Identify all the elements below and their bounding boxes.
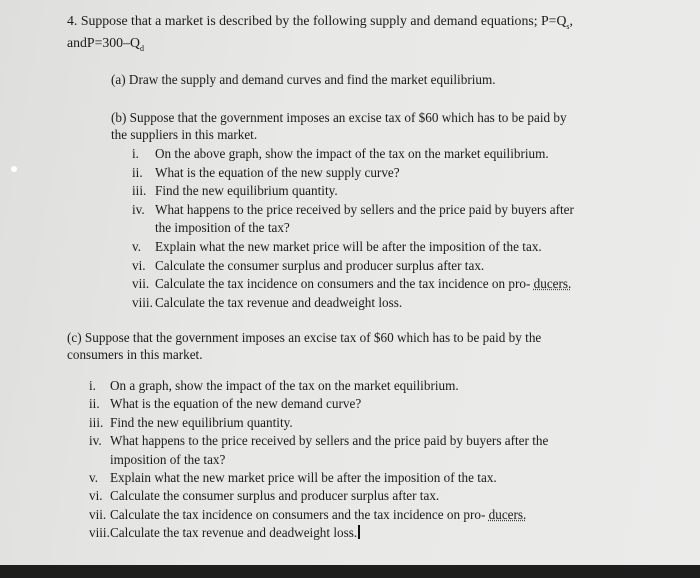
item-number: vi. bbox=[89, 488, 103, 504]
part-b-item bbox=[155, 220, 290, 236]
item-text: the imposition of the tax? bbox=[155, 220, 290, 236]
part-b-item bbox=[132, 295, 402, 311]
part-b-item bbox=[132, 183, 338, 199]
demand-equation: andP=300–Q bbox=[67, 35, 140, 50]
part-b-item bbox=[132, 146, 549, 162]
part-b-item bbox=[132, 165, 400, 181]
part-b-item bbox=[132, 258, 484, 274]
text-cursor bbox=[358, 525, 360, 539]
item-text: imposition of the tax? bbox=[110, 451, 226, 467]
item-text: Calculate the tax incidence on consumers and the tax incidence on pro- bbox=[110, 506, 486, 522]
part-b-line2: the suppliers in this market. bbox=[111, 127, 258, 142]
item-text-tail: ducers. bbox=[533, 276, 572, 292]
item-number: v. bbox=[89, 470, 99, 485]
part-a: (a) Draw the supply and demand curves and find the market equilibrium. bbox=[111, 72, 496, 87]
item-number: ii. bbox=[132, 164, 143, 180]
part-c-item bbox=[110, 452, 225, 468]
item-number: vii. bbox=[132, 276, 150, 292]
item-text: What is the equation of the new demand curve? bbox=[110, 396, 362, 412]
question-number: 4. bbox=[67, 13, 78, 28]
part-c-item bbox=[89, 470, 497, 486]
question-intro-line2 bbox=[67, 35, 144, 57]
item-text: On the above graph, show the impact of the tax on the market equilibrium. bbox=[155, 146, 549, 161]
item-text: What happens to the price received by sellers and the price paid by buyers after bbox=[155, 201, 574, 217]
item-text: Calculate the tax incidence on consumers and the tax incidence on pro- bbox=[155, 276, 531, 292]
part-c-line1: (c) Suppose that the government imposes an excise tax of $60 which has to be paid by the bbox=[67, 330, 542, 345]
item-text: Calculate the tax revenue and deadweight loss. bbox=[110, 525, 358, 541]
item-number: iv. bbox=[89, 433, 102, 449]
item-text: What is the equation of the new supply curve? bbox=[155, 164, 400, 180]
item-text: Explain what the new market price will be after the imposition of the tax. bbox=[155, 239, 542, 254]
item-text: Explain what the new market price will be after the imposition of the tax. bbox=[110, 470, 497, 485]
item-text: On a graph, show the impact of the tax on the market equilibrium. bbox=[110, 378, 459, 393]
part-c-item bbox=[89, 396, 361, 412]
item-text: Find the new equilibrium quantity. bbox=[110, 414, 293, 430]
item-number: iii. bbox=[132, 183, 147, 199]
item-number: vi. bbox=[132, 257, 146, 273]
item-number: ii. bbox=[89, 396, 100, 412]
part-c-item bbox=[89, 525, 360, 541]
item-text: Calculate the consumer surplus and producer surplus after tax. bbox=[155, 257, 485, 273]
item-number: viii. bbox=[132, 294, 153, 310]
part-c-line2: consumers in this market. bbox=[67, 347, 203, 362]
part-b-item bbox=[132, 276, 571, 292]
item-text: What happens to the price received by sellers and the price paid by buyers after the bbox=[110, 433, 549, 449]
item-number: vii. bbox=[89, 506, 107, 522]
part-c-item bbox=[89, 378, 459, 394]
item-number: iv. bbox=[132, 201, 145, 217]
bottom-edge bbox=[0, 565, 700, 578]
item-text: Calculate the tax revenue and deadweight loss. bbox=[155, 294, 403, 310]
item-number: viii. bbox=[89, 525, 110, 541]
item-number: i. bbox=[89, 378, 96, 393]
part-c-item bbox=[89, 507, 526, 523]
item-text: Find the new equilibrium quantity. bbox=[155, 183, 338, 199]
part-c-item bbox=[89, 415, 293, 431]
item-text: Calculate the consumer surplus and producer surplus after tax. bbox=[110, 488, 440, 504]
demand-subscript: d bbox=[139, 43, 144, 53]
question-intro-text: Suppose that a market is described by the following supply and demand equations; P=Q bbox=[80, 13, 567, 28]
part-b-item bbox=[132, 239, 542, 255]
item-number: iii. bbox=[89, 414, 104, 430]
part-c-item bbox=[89, 488, 439, 504]
item-number: v. bbox=[132, 239, 142, 254]
part-b-line1: (b) Suppose that the government imposes an excise tax of $60 which has to be paid by bbox=[111, 110, 567, 125]
item-number: i. bbox=[132, 146, 139, 161]
part-c-item bbox=[89, 433, 548, 449]
screen-dot bbox=[11, 166, 17, 172]
item-text-tail: ducers. bbox=[488, 506, 527, 522]
question-intro-line1: 4. Suppose that a market is described by the following supply and demand equations; $P=Q_s$, bbox=[67, 13, 573, 31]
supply-subscript: s bbox=[566, 21, 570, 31]
part-b-item bbox=[132, 202, 574, 218]
